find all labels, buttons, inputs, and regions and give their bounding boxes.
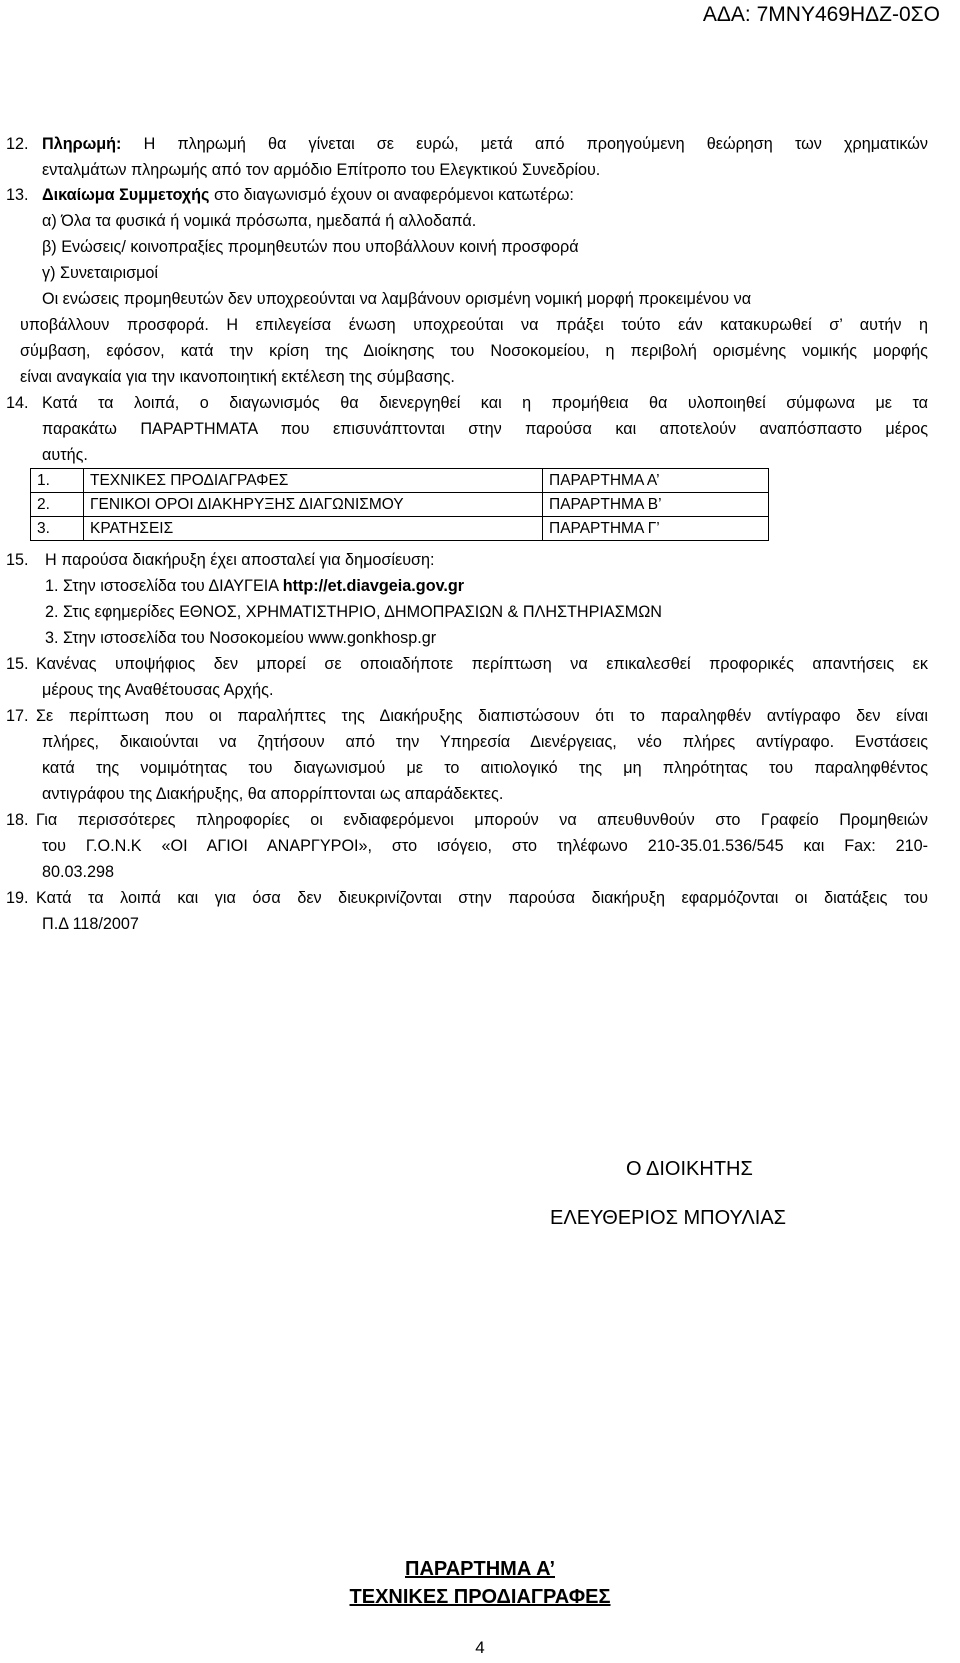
item-15b-number: 15.: [6, 655, 29, 673]
item-12-line-2: ενταλμάτων πληρωμής από τον αρμόδιο Επίτροπο του Ελεγκτικού Συνεδρίου.: [42, 161, 601, 179]
item-19-number: 19.: [6, 889, 29, 907]
item-15a-sub-1-text: 1. Στην ιστοσελίδα του ΔΙΑΥΓΕΙΑ: [45, 577, 279, 595]
annex-row-number: 2.: [31, 493, 84, 517]
annex-heading-title: ΠΑΡΑΡΤΗΜΑ Α’: [405, 1558, 555, 1580]
item-15a-line-1: Η παρούσα διακήρυξη έχει αποσταλεί για δημοσίευση:: [45, 551, 435, 569]
item-12-label: Πληρωμή:: [42, 135, 122, 153]
item-15a-number: 15.: [6, 551, 29, 569]
annex-row-number: 1.: [31, 469, 84, 493]
annex-table: [30, 468, 769, 541]
item-13-option-c: γ) Συνεταιρισμοί: [42, 264, 158, 282]
signature-name: ΕΛΕΥΘΕΡΙΟΣ ΜΠΟΥΛΙΑΣ: [550, 1207, 787, 1229]
item-12-number: 12.: [6, 135, 29, 153]
item-13-option-a: α) Όλα τα φυσικά ή νομικά πρόσωπα, ημεδαπά ή αλλοδαπά.: [42, 212, 477, 230]
annex-heading-subtitle: ΤΕΧΝΙΚΕΣ ΠΡΟΔΙΑΓΡΑΦΕΣ: [349, 1586, 611, 1608]
item-13-option-b: β) Ενώσεις/ κοινοπραξίες προμηθευτών που υποβάλλουν κοινή προσφορά: [42, 238, 579, 256]
item-13-para-line-1: Οι ενώσεις προμηθευτών δεν υποχρεούνται να λαμβάνουν ορισμένη νομική μορφή προκειμένου να: [42, 290, 752, 308]
item-15b-line-1: Κανένας υποψήφιος δεν μπορεί σε οποιαδήποτε περίπτωση να επικαλεσθεί προφορικές απαντήσεις εκ: [36, 655, 928, 673]
annex-row-title: ΤΕΧΝΙΚΕΣ ΠΡΟΔΙΑΓΡΑΦΕΣ: [84, 469, 543, 493]
signature-role: Ο ΔΙΟΙΚΗΤΗΣ: [626, 1158, 753, 1180]
table-row: [31, 517, 769, 541]
item-13-para-line-2: υποβάλλουν προσφορά. Η επιλεγείσα ένωση υποχρεούται να πράξει τούτο εάν κατακυρωθεί σ’ αυτήν η: [20, 316, 928, 334]
annex-row-title: ΓΕΝΙΚΟΙ ΟΡΟΙ ΔΙΑΚΗΡΥΞΗΣ ΔΙΑΓΩΝΙΣΜΟΥ: [84, 493, 543, 517]
item-18-number: 18.: [6, 811, 29, 829]
item-15a-sub-1: [45, 573, 464, 599]
item-14-line-2: παρακάτω ΠΑΡΑΡΤΗΜΑΤΑ που επισυνάπτονται στην παρούσα και αποτελούν αναπόσπαστο μέρος: [42, 420, 928, 438]
item-18-line-2: του Γ.Ο.Ν.Κ «ΟΙ ΑΓΙΟΙ ΑΝΑΡΓΥΡΟΙ», στο ισόγειο, στο τηλέφωνο 210-35.01.536/545 και Fax: 210-: [42, 837, 928, 855]
annex-row-title: ΚΡΑΤΗΣΕΙΣ: [84, 517, 543, 541]
ada-header: ΑΔΑ: 7ΜΝΥ469ΗΔΖ-0ΣΟ: [702, 3, 940, 26]
item-14-line-3: αυτής.: [42, 446, 88, 464]
item-12-text: Η πληρωμή θα γίνεται σε ευρώ, μετά από προηγούμενη θεώρηση των χρηματικών: [143, 135, 928, 153]
item-15a-sub-3: 3. Στην ιστοσελίδα του Νοσοκομείου www.gonkhosp.gr: [45, 629, 437, 647]
item-18-line-3: 80.03.298: [42, 863, 115, 881]
table-row: [31, 469, 769, 493]
item-14-line-1: Κατά τα λοιπά, ο διαγωνισμός θα διενεργηθεί και η προμήθεια θα υλοποιηθεί σύμφωνα με τα: [42, 394, 928, 412]
item-17-line-2: πλήρες, δικαιούνται να ζητήσουν από την Υπηρεσία Διενέργειας, νέο πλήρες αντίγραφο. Ενστάσεις: [42, 733, 928, 751]
item-13-text: στο διαγωνισμό έχουν οι αναφερόμενοι κατωτέρω:: [213, 186, 574, 204]
item-12-line-1: [42, 131, 928, 157]
item-17-line-4: αντιγράφου της Διακήρυξης, θα απορρίπτονται ως απαράδεκτες.: [42, 785, 504, 803]
annex-row-number: 3.: [31, 517, 84, 541]
page-number: 4: [475, 1638, 485, 1657]
item-18-line-1: Για περισσότερες πληροφορίες οι ενδιαφερόμενοι μπορούν να απευθυνθούν στο Γραφείο Προμηθειών: [36, 811, 928, 829]
item-13-number: 13.: [6, 186, 29, 204]
item-17-number: 17.: [6, 707, 29, 725]
item-14-number: 14.: [6, 394, 29, 412]
item-17-line-3: κατά της νομιμότητας του διαγωνισμού με το αιτιολογικό της μη πληρότητας του παραληφθέντος: [42, 759, 928, 777]
item-19-line-2: Π.Δ 118/2007: [42, 915, 139, 933]
diavgeia-link[interactable]: http://et.diavgeia.gov.gr: [282, 577, 465, 595]
item-13-line-1: [42, 182, 574, 208]
item-17-line-1: Σε περίπτωση που οι παραλήπτες της Διακήρυξης διαπιστώσουν ότι το παραληφθέν αντίγραφο δεν είναι: [36, 707, 928, 725]
item-13-label: Δικαίωμα Συμμετοχής: [42, 186, 210, 204]
annex-row-annex: ΠΑΡΑΡΤΗΜΑ Α’: [543, 469, 769, 493]
item-13-para-line-4: είναι αναγκαία για την ικανοποιητική εκτέλεση της σύμβασης.: [20, 368, 455, 386]
item-13-para-line-3: σύμβαση, εφόσον, κατά την κρίση της Διοίκησης του Νοσοκομείου, η περιβολή ορισμένης νομικής μορφής: [20, 342, 928, 360]
item-15b-line-2: μέρους της Αναθέτουσας Αρχής.: [42, 681, 274, 699]
annex-row-annex: ΠΑΡΑΡΤΗΜΑ Γ’: [543, 517, 769, 541]
annex-row-annex: ΠΑΡΑΡΤΗΜΑ Β’: [543, 493, 769, 517]
table-row: [31, 493, 769, 517]
item-15a-sub-2: 2. Στις εφημερίδες ΕΘΝΟΣ, ΧΡΗΜΑΤΙΣΤΗΡΙΟ, ΔΗΜΟΠΡΑΣΙΩΝ & ΠΛΗΣΤΗΡΙΑΣΜΩΝ: [45, 603, 662, 621]
item-19-line-1: Κατά τα λοιπά και για όσα δεν διευκρινίζονται στην παρούσα διακήρυξη εφαρμόζονται οι διατάξεις του: [36, 889, 928, 907]
